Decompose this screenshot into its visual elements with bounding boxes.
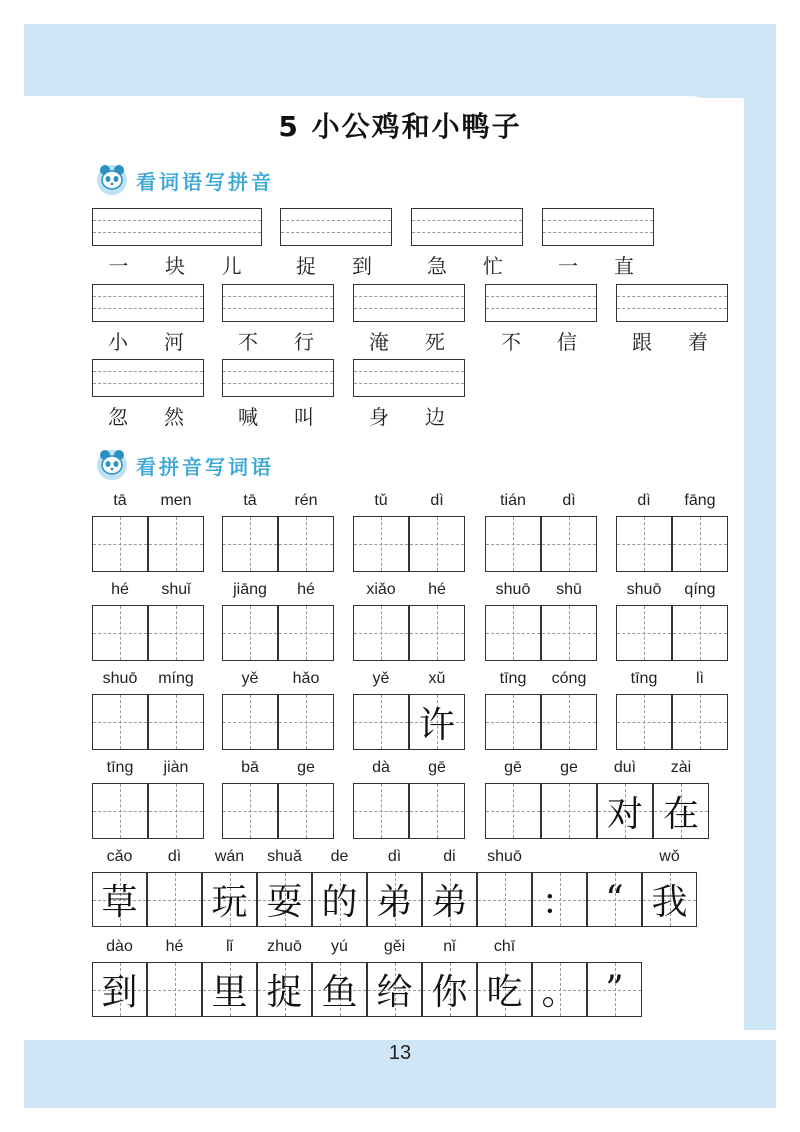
cell-char	[279, 606, 333, 660]
cell-char	[617, 606, 671, 660]
cell-char: 玩	[211, 882, 248, 923]
pinyin-label: tián	[500, 492, 526, 509]
pinyin-label: shuō	[626, 581, 662, 598]
cell-char	[354, 517, 408, 571]
writing-cell[interactable]	[222, 516, 278, 572]
cell-char	[93, 695, 147, 749]
word-char: 淹	[369, 330, 389, 354]
cell-char: 我	[651, 882, 688, 923]
pinyin-answer-box[interactable]	[411, 208, 523, 246]
writing-cell[interactable]	[367, 872, 422, 927]
cell-char: 里	[211, 972, 248, 1013]
pinyin-label: dì	[387, 848, 402, 865]
cell-char	[149, 606, 203, 660]
word-char: 死	[425, 330, 445, 354]
writing-cell[interactable]	[587, 962, 642, 1017]
panda-icon	[92, 158, 132, 198]
writing-cell[interactable]	[409, 516, 465, 572]
writing-cell[interactable]	[353, 694, 409, 750]
pinyin-label: shuō	[487, 848, 522, 865]
cell-char: 耍	[266, 882, 303, 923]
pinyin-label: gěi	[383, 938, 406, 955]
word-char: 河	[164, 330, 184, 354]
writing-cell[interactable]	[672, 694, 728, 750]
writing-cell[interactable]	[92, 694, 148, 750]
writing-cell[interactable]	[222, 694, 278, 750]
pinyin-label: tīng	[106, 759, 134, 776]
pinyin-label: bā	[241, 759, 259, 776]
pinyin-label: wán	[214, 848, 245, 865]
pinyin-label: wǒ	[659, 848, 680, 865]
pinyin-answer-box[interactable]	[616, 284, 728, 322]
pinyin-label: hé	[165, 938, 184, 955]
cell-char	[673, 695, 727, 749]
writing-cell[interactable]	[672, 516, 728, 572]
pinyin-label: yě	[372, 670, 390, 687]
cell-char	[279, 695, 333, 749]
cell-char	[93, 606, 147, 660]
pinyin-label: shū	[556, 581, 582, 598]
cell-char	[542, 606, 596, 660]
cell-char	[93, 784, 147, 838]
cell-char	[486, 695, 540, 749]
cell-char	[617, 695, 671, 749]
writing-cell[interactable]	[541, 783, 597, 839]
writing-cell[interactable]	[278, 694, 334, 750]
cell-char	[148, 963, 201, 1016]
pinyin-answer-box[interactable]	[92, 284, 204, 322]
cell-char	[486, 517, 540, 571]
cell-char	[673, 517, 727, 571]
pinyin-label: hé	[111, 581, 129, 598]
pinyin-answer-box[interactable]	[353, 284, 465, 322]
cell-char	[486, 606, 540, 660]
cell-char	[542, 784, 596, 838]
cell-char	[354, 695, 408, 749]
pinyin-label: ge	[297, 759, 315, 776]
writing-cell[interactable]	[353, 605, 409, 661]
writing-cell[interactable]	[222, 783, 278, 839]
pinyin-label: men	[160, 492, 192, 509]
word-char: 一	[108, 254, 129, 278]
cell-char: 捉	[266, 972, 303, 1013]
writing-cell[interactable]	[616, 694, 672, 750]
writing-cell[interactable]	[202, 962, 257, 1017]
writing-cell[interactable]	[148, 694, 204, 750]
writing-cell[interactable]	[148, 605, 204, 661]
word-char: 边	[425, 405, 445, 429]
pinyin-answer-box[interactable]	[353, 359, 465, 397]
word-char: 行	[294, 330, 314, 354]
cell-char: 对	[606, 793, 643, 835]
writing-cell[interactable]	[312, 962, 367, 1017]
word-char: 身	[369, 405, 389, 429]
cell-char	[279, 517, 333, 571]
section-title-write-pinyin: 看词语写拼音	[136, 170, 274, 194]
cell-char	[149, 784, 203, 838]
pinyin-label: hé	[428, 581, 446, 598]
cell-char	[223, 606, 277, 660]
pinyin-label: dì	[562, 492, 576, 509]
cell-char	[542, 517, 596, 571]
pinyin-label: hé	[297, 581, 315, 598]
cell-char	[223, 695, 277, 749]
cell-char	[148, 873, 201, 926]
writing-cell[interactable]	[409, 605, 465, 661]
cell-char	[93, 517, 147, 571]
pinyin-label: qíng	[684, 581, 716, 598]
word-char: 不	[238, 330, 258, 354]
cell-char: ：	[541, 882, 578, 923]
cell-char	[410, 606, 464, 660]
side-band	[744, 24, 776, 1030]
writing-cell[interactable]	[541, 605, 597, 661]
word-char: 急	[427, 254, 447, 278]
pinyin-answer-box[interactable]	[222, 359, 334, 397]
writing-cell[interactable]	[409, 694, 465, 750]
pinyin-label: chī	[493, 938, 516, 955]
pinyin-answer-box[interactable]	[222, 284, 334, 322]
writing-cell[interactable]	[477, 962, 532, 1017]
cell-char: 弟	[431, 882, 468, 923]
writing-cell[interactable]	[147, 872, 202, 927]
writing-cell[interactable]	[616, 516, 672, 572]
writing-cell[interactable]	[587, 872, 642, 927]
pinyin-answer-box[interactable]	[280, 208, 392, 246]
writing-cell[interactable]	[257, 872, 312, 927]
pinyin-label: duì	[613, 759, 637, 776]
cell-char	[149, 695, 203, 749]
cell-char	[410, 517, 464, 571]
word-char: 一	[558, 254, 578, 278]
word-char: 叫	[294, 405, 314, 429]
pinyin-label: zài	[670, 759, 692, 776]
cell-char	[478, 873, 531, 926]
writing-cell[interactable]	[92, 962, 147, 1017]
writing-cell[interactable]	[485, 694, 541, 750]
writing-cell[interactable]	[92, 516, 148, 572]
writing-cell[interactable]	[672, 605, 728, 661]
pinyin-label: di	[443, 848, 456, 865]
word-char: 直	[614, 254, 634, 278]
writing-cell[interactable]	[597, 783, 653, 839]
cell-char: 鱼	[321, 972, 358, 1013]
pinyin-label: rén	[294, 492, 318, 509]
pinyin-label: shuō	[495, 581, 531, 598]
pinyin-label: gē	[428, 759, 446, 776]
writing-cell[interactable]	[642, 872, 697, 927]
pinyin-label: hǎo	[292, 670, 320, 687]
pinyin-label: xiǎo	[366, 581, 396, 598]
writing-cell[interactable]	[257, 962, 312, 1017]
pinyin-label: jiàn	[163, 759, 189, 776]
pinyin-label: fāng	[684, 492, 716, 509]
cell-char	[354, 606, 408, 660]
writing-cell[interactable]	[532, 872, 587, 927]
word-char: 忽	[108, 405, 128, 429]
cell-char	[542, 695, 596, 749]
cell-char: “	[605, 879, 624, 920]
writing-cell[interactable]	[148, 783, 204, 839]
cell-char: 草	[101, 882, 138, 923]
writing-cell[interactable]	[278, 783, 334, 839]
cell-char: 在	[662, 793, 699, 835]
writing-cell[interactable]	[148, 516, 204, 572]
cell-char	[617, 517, 671, 571]
cell-char: 许	[418, 704, 455, 746]
writing-cell[interactable]	[541, 694, 597, 750]
writing-cell[interactable]	[477, 872, 532, 927]
pinyin-label: zhuō	[267, 938, 302, 955]
writing-cell[interactable]	[278, 516, 334, 572]
cell-char	[279, 784, 333, 838]
cell-char	[223, 784, 277, 838]
word-char: 着	[688, 330, 708, 354]
word-char: 儿	[221, 254, 242, 278]
pinyin-answer-box[interactable]	[542, 208, 654, 246]
word-char: 捉	[296, 254, 316, 278]
cell-char	[149, 517, 203, 571]
cell-char	[673, 606, 727, 660]
pinyin-label: gē	[504, 759, 522, 776]
pinyin-label: lì	[696, 670, 704, 687]
writing-cell[interactable]	[202, 872, 257, 927]
pinyin-answer-box[interactable]	[92, 208, 262, 246]
pinyin-label: jiāng	[233, 581, 267, 598]
pinyin-label: dì	[637, 492, 651, 509]
cell-char	[410, 784, 464, 838]
pinyin-label: ge	[560, 759, 578, 776]
pinyin-label: míng	[158, 670, 194, 687]
page-title: 5 小公鸡和小鸭子	[278, 110, 522, 143]
pinyin-label: dì	[430, 492, 444, 509]
pinyin-label: tīng	[499, 670, 527, 687]
pinyin-label: xǔ	[428, 670, 446, 687]
cell-char	[223, 517, 277, 571]
pinyin-answer-box[interactable]	[92, 359, 204, 397]
writing-cell[interactable]	[485, 783, 541, 839]
word-char: 信	[557, 330, 577, 354]
word-char: 忙	[483, 254, 503, 278]
pinyin-label: tīng	[630, 670, 658, 687]
writing-cell[interactable]	[653, 783, 709, 839]
pinyin-label: nǐ	[443, 938, 456, 955]
pinyin-label: tǔ	[374, 492, 388, 509]
writing-cell[interactable]	[278, 605, 334, 661]
writing-cell[interactable]	[532, 962, 587, 1017]
pinyin-label: cǎo	[106, 848, 133, 865]
pinyin-label: shuō	[102, 670, 138, 687]
writing-cell[interactable]	[92, 783, 148, 839]
cell-char: 的	[321, 882, 358, 923]
pinyin-label: tā	[243, 492, 257, 509]
writing-cell[interactable]	[353, 783, 409, 839]
cell-char: 你	[431, 972, 468, 1013]
writing-cell[interactable]	[422, 872, 477, 927]
word-char: 小	[108, 330, 128, 354]
section-title-write-words: 看拼音写词语	[136, 455, 274, 479]
cell-char: ”	[605, 969, 624, 1010]
pinyin-answer-box[interactable]	[485, 284, 597, 322]
pinyin-label: lǐ	[225, 938, 234, 955]
writing-cell[interactable]	[312, 872, 367, 927]
word-char: 块	[165, 254, 185, 278]
cell-char	[486, 784, 540, 838]
writing-cell[interactable]	[367, 962, 422, 1017]
writing-cell[interactable]	[92, 605, 148, 661]
cell-char	[354, 784, 408, 838]
top-band	[24, 24, 776, 98]
word-char: 喊	[238, 405, 258, 429]
pinyin-label: shuǐ	[161, 581, 191, 598]
cell-char: 弟	[376, 882, 413, 923]
writing-cell[interactable]	[485, 516, 541, 572]
pinyin-label: shuǎ	[267, 848, 302, 865]
cell-char: 给	[376, 972, 413, 1013]
pinyin-label: dào	[106, 938, 133, 955]
word-char: 然	[164, 405, 184, 429]
pinyin-label: dà	[372, 759, 390, 776]
pinyin-label: yě	[241, 670, 259, 687]
writing-cell[interactable]	[485, 605, 541, 661]
word-char: 跟	[632, 330, 652, 354]
writing-cell[interactable]	[616, 605, 672, 661]
writing-cell[interactable]	[147, 962, 202, 1017]
pinyin-label: dì	[167, 848, 182, 865]
pinyin-label: yú	[331, 938, 348, 955]
writing-cell[interactable]	[422, 962, 477, 1017]
writing-cell[interactable]	[353, 516, 409, 572]
pinyin-label: cóng	[551, 670, 587, 687]
writing-cell[interactable]	[222, 605, 278, 661]
cell-char: 。	[541, 972, 578, 1013]
cell-char: 到	[101, 972, 138, 1013]
writing-cell[interactable]	[409, 783, 465, 839]
word-char: 不	[501, 330, 521, 354]
page-number: 13	[388, 1042, 412, 1064]
panda-icon	[92, 443, 132, 483]
word-char: 到	[352, 254, 372, 278]
writing-cell[interactable]	[541, 516, 597, 572]
cell-char: 吃	[486, 972, 523, 1013]
pinyin-label: tā	[113, 492, 127, 509]
writing-cell[interactable]	[92, 872, 147, 927]
pinyin-label: de	[330, 848, 349, 865]
